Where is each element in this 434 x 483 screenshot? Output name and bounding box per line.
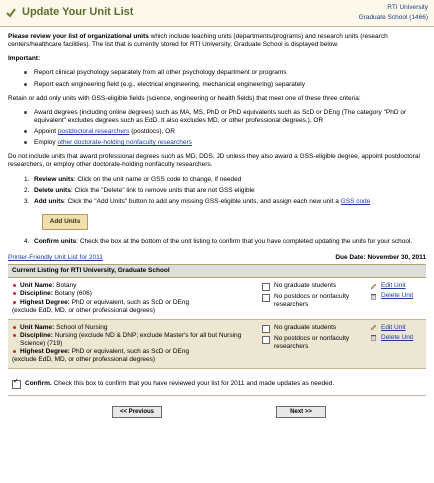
trash-icon [370,293,377,300]
degree-value: PhD or equivalent, such as ScD or DEng [71,298,190,306]
pencil-icon [370,283,377,290]
list-item: Award degrees (including online degrees) such as MA, MS, PhD or PhD equivalents such as ScD or DEng (The category "PhD or equivalent" excludes degrees such as EdD. It also excludes MD, or other professional degrees.), OR [34,109,426,125]
discipline-value: Botany (606) [54,290,92,298]
field-label: Discipline: [20,290,53,298]
field-label: Unit Name: [20,323,55,331]
degree-row [12,299,262,307]
postdoc-link[interactable]: postdoctoral researchers [57,128,130,135]
list-item: Report each engineering field (e.g., electrical engineering, mechanical engineering) separately [34,81,426,89]
important-label [8,55,426,63]
intro-lead: Please review your list of organizational units [8,33,149,40]
add-units-button[interactable]: Add Units [42,214,88,230]
unit-options [262,324,362,365]
edit-unit-link[interactable]: Edit Unit [381,323,406,331]
degree-note: (exclude EdD, MD, or other professional degrees) [12,356,156,364]
field-label: Unit Name: [20,282,55,290]
school-name: Graduate School (1466) [358,13,428,21]
option-row [262,282,362,291]
unit-info [12,282,262,315]
discipline-row [12,290,262,298]
step4 [8,238,426,246]
step-item [24,198,426,206]
list-item [34,139,426,147]
org-info [359,3,428,23]
field-label: Discipline: [20,331,53,339]
step-label: Review units [34,175,74,183]
edit-action [370,324,413,332]
item-text: Appoint [34,128,58,135]
step-number: 2. [24,186,30,194]
delete-action [370,292,413,300]
unit-info [12,324,262,365]
gss-code-link[interactable]: GSS code [340,197,371,205]
table-title: Current Listing for RTI University, Graduate School [8,265,426,278]
step-text [34,176,241,184]
pencil-icon [370,324,377,331]
item-text: (postdocs), OR [129,128,175,135]
confirm-text [25,380,334,388]
edit-action [370,282,413,290]
printer-friendly-link[interactable]: Printer-Friendly Unit List for 2011 [8,254,103,261]
checkmark-icon [6,8,16,18]
page-title: Update Your Unit List [22,6,134,18]
due-date: Due Date: November 30, 2011 [335,254,426,261]
no-postdocs-checkbox[interactable] [262,294,270,302]
step-item [24,176,426,184]
previous-button[interactable]: << Previous [112,406,162,418]
confirm-label: Confirm. [25,380,52,388]
discipline-value: Nursing (exclude ND & DNP; exclude Master's for all but Nursing Science) (719) [20,331,242,347]
step-number: 1. [24,175,30,183]
option-row [262,293,362,309]
step-label: Delete units [34,186,71,194]
degree-value: PhD or equivalent, such as ScD or DEng [71,348,190,356]
step-number: 4. [24,237,30,245]
step-item [24,187,426,195]
option-label: No graduate students [274,282,337,290]
step-body: : Check the box at the bottom of the unit listing to confirm that you have completed updating the units for your school. [76,237,413,245]
steps-list [8,176,426,206]
important-heading: Important: [8,55,41,63]
table-row [8,278,426,320]
exclude-text: Do not include units that award professional degrees such as MD, DDS, JD unless they also award a GSS-eligible degree, appoint postdoctoral researchers, or employ other doctorate-holding nonfaculty researchers. [8,153,420,169]
step-body: : Click the "Add Units" button to add any missing GSS-eligible units, and assign each new unit a [63,197,341,205]
trash-icon [370,334,377,341]
unit-name-row [12,282,262,290]
option-label: No graduate students [274,323,337,331]
option-label: No postdocs or nonfaculty researchers [274,293,350,309]
field-label: Highest Degree: [20,298,70,306]
org-name: RTI University [387,4,428,11]
confirm-checkbox[interactable] [12,380,21,389]
next-button[interactable]: Next >> [276,406,326,418]
confirm-body: Check this box to confirm that you have reviewed your list for 2011 and made updates as needed. [51,380,335,388]
unit-actions [362,282,413,315]
retain-text: Retain or add only units with GSS-eligible fields (science, engineering or health fields) that meet one of these three criteria: [8,94,361,102]
unit-name-row [12,324,262,332]
list-item: Report clinical psychology separately from all other psychology department or programs [34,69,426,77]
step-label: Confirm units [34,237,77,245]
unit-name-link[interactable]: School of Nursing [56,323,108,331]
field-label: Highest Degree: [20,348,70,356]
no-grad-students-checkbox[interactable] [262,283,270,291]
degree-note: (exclude EdD, MD, or other professional degrees) [12,306,156,314]
nonfaculty-link[interactable]: other doctorate-holding nonfaculty researchers [57,139,192,147]
step-body: : Click the "Delete" link to remove units that are not GSS eligible [70,186,255,194]
degree-row [12,348,262,356]
confirm-row [8,369,426,396]
page-header [0,0,434,27]
list-item [34,128,426,136]
delete-action [370,334,413,342]
edit-unit-link[interactable]: Edit Unit [381,282,406,290]
item-text: Employ [34,139,58,147]
important-list [8,69,426,88]
option-row [262,324,362,333]
option-row [262,335,362,351]
step-number: 3. [24,197,30,205]
step-item [24,238,426,246]
delete-unit-link[interactable]: Delete Unit [381,292,414,300]
unit-name-link[interactable]: Botany [56,282,77,290]
option-label: No postdocs or nonfaculty researchers [274,334,350,350]
unit-options [262,282,362,315]
step-text [34,238,412,246]
discipline-row [12,332,262,348]
criteria-list [8,109,426,148]
intro-text [8,33,426,49]
delete-unit-link[interactable]: Delete Unit [381,333,414,341]
intro-body: which include teaching units (departments/programs) and research units (research centers/healthcare facilities). The list that is currently stored for RTI University, Graduate School is displayed below. [8,33,388,49]
no-grad-students-checkbox[interactable] [262,325,270,333]
step-text [34,198,370,206]
step-text [34,187,255,195]
step-body: : Click on the unit name or GSS code to change, if needed [73,175,242,183]
navigation [8,396,426,418]
list-header-row [8,254,426,265]
step-label: Add units [34,197,64,205]
unit-actions [362,324,413,365]
table-row [8,320,426,370]
no-postdocs-checkbox[interactable] [262,336,270,344]
